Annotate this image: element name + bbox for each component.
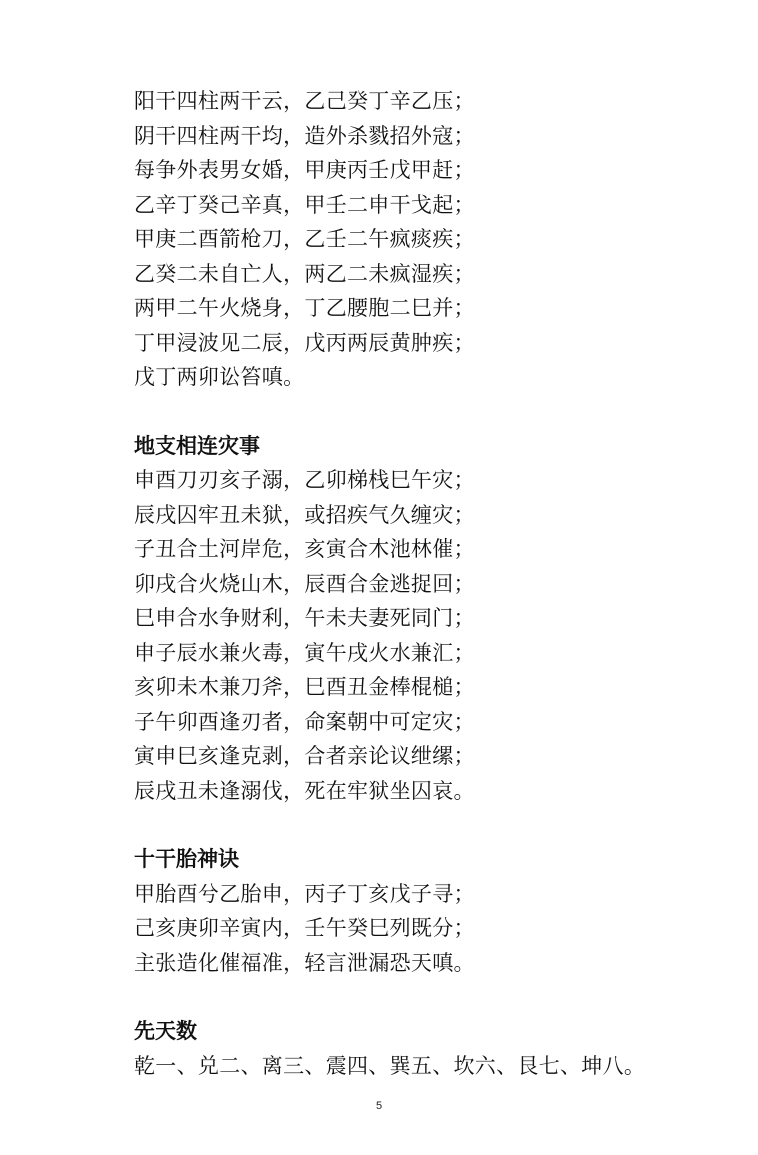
- document-body: [134, 84, 734, 1083]
- page-number: 5: [375, 1100, 383, 1112]
- verse-line: 每争外表男女婚，甲庚丙壬戊甲赶；: [134, 158, 475, 182]
- section-ten-stems-fetal-spirit: [134, 842, 734, 980]
- verse-line: 乙辛丁癸己辛真，甲壬二申干戈起；: [134, 192, 475, 217]
- section-heading: 地支相连灾事: [134, 433, 260, 458]
- intro-verse: [134, 84, 734, 395]
- section-heading: 先天数: [134, 1019, 197, 1043]
- verse-line: 己亥庚卯辛寅内，壬午癸巳列既分；: [134, 916, 475, 940]
- verse-line: 亥卯未木兼刀斧，巳酉丑金棒棍槌；: [134, 675, 475, 699]
- verse-line: 子丑合土河岸危，亥寅合木池林催；: [134, 537, 475, 561]
- verse-line: 辰戌囚牢丑未狱，或招疾气久缠灾；: [134, 502, 475, 527]
- verse-line: 乙癸二未自亡人，两乙二未疯湿疾；: [134, 261, 475, 286]
- verse-line: 阴干四柱两干均，造外杀戮招外寇；: [134, 123, 475, 148]
- verse-line: 辰戌丑未逢溺伐，死在牢狱坐囚哀。: [134, 778, 475, 803]
- verse-line: 丁甲浸波见二辰，戊丙两辰黄肿疾；: [134, 330, 475, 355]
- verse-line: 主张造化催福准，轻言泄漏恐天嗔。: [134, 950, 475, 975]
- verse-line: 戊丁两卯讼笞嗔。: [134, 365, 305, 389]
- verse-line: 寅申巳亥逢克剥，合者亲论议绁缧；: [134, 744, 475, 768]
- verse-line: 甲胎酉兮乙胎申，丙子丁亥戊子寻；: [134, 881, 475, 906]
- verse-line: 两甲二午火烧身，丁乙腰胞二巳并；: [134, 296, 475, 320]
- verse-line: 申酉刀刃亥子溺，乙卯梯栈巳午灾；: [134, 468, 475, 492]
- section-heading: 十干胎神诀: [134, 847, 239, 871]
- section-earthly-branches: [134, 429, 734, 809]
- verse-line: 甲庚二酉箭枪刀，乙壬二午疯痰疾；: [134, 227, 475, 251]
- verse-line: 子午卯酉逢刃者，命案朝中可定灾；: [134, 709, 475, 734]
- verse-line: 阳干四柱两干云，乙己癸丁辛乙压；: [134, 89, 475, 113]
- verse-line: 乾一、兑二、离三、震四、巽五、坎六、艮七、坤八。: [134, 1053, 646, 1078]
- verse-line: 申子辰水兼火毒，寅午戌火水兼汇；: [134, 640, 475, 665]
- section-innate-numbers: [134, 1014, 734, 1083]
- verse-line: 卯戌合火烧山木，辰酉合金逃捉回；: [134, 571, 475, 596]
- verse-line: 巳申合水争财利，午未夫妻死同门；: [134, 606, 475, 630]
